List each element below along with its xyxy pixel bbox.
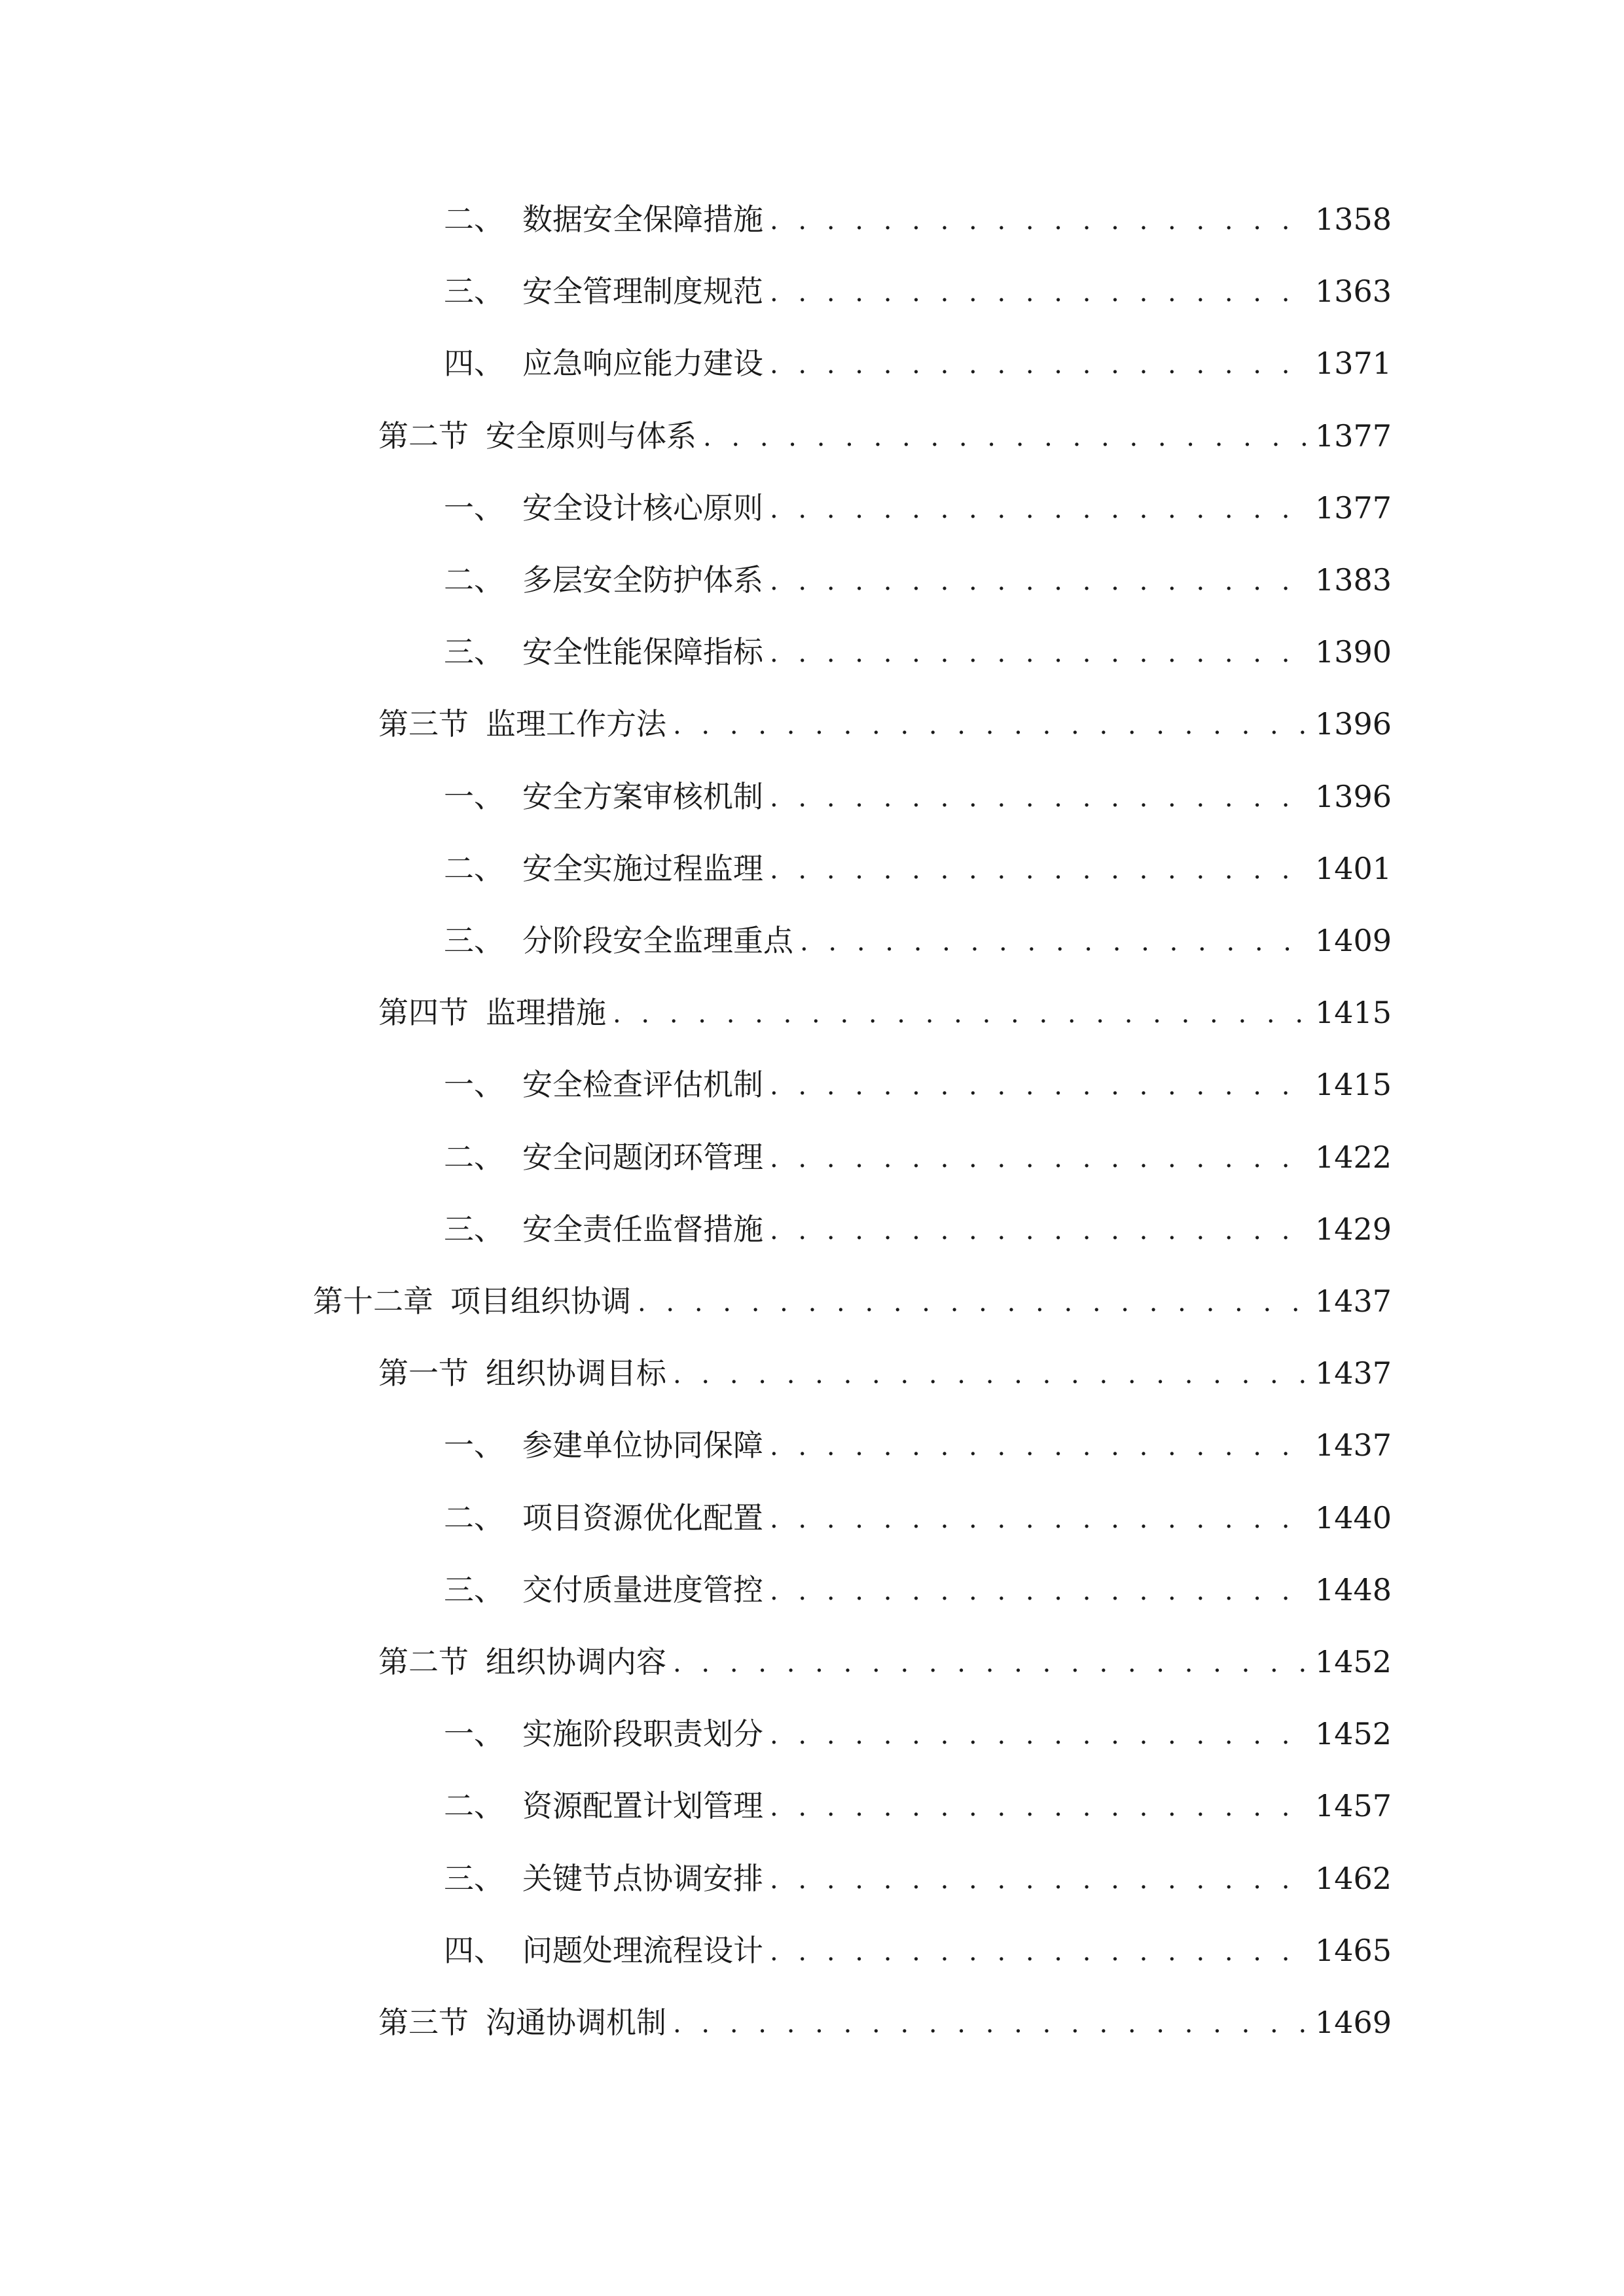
toc-entry-number: 二、 — [444, 1788, 504, 1823]
toc-subsection-entry[interactable] — [444, 485, 1392, 531]
toc-entry-number: 四、 — [444, 346, 504, 381]
toc-dot-leader — [770, 1711, 1308, 1757]
toc-subsection-entry[interactable] — [444, 196, 1392, 242]
toc-entry-title: 安全原则与体系 — [486, 418, 696, 454]
toc-dot-leader — [770, 340, 1308, 386]
toc-subsection-entry[interactable] — [444, 1928, 1392, 1973]
toc-entry-title: 数据安全保障措施 — [522, 202, 763, 237]
toc-entry-number: 一、 — [444, 1427, 504, 1463]
toc-dot-leader — [770, 1856, 1308, 1901]
toc-entry-page-number: 1377 — [1315, 490, 1392, 526]
toc-section-entry[interactable] — [378, 413, 1392, 459]
toc-entry-number: 三、 — [444, 1572, 504, 1607]
toc-subsection-entry[interactable] — [444, 1783, 1392, 1829]
toc-entry-title: 组织协调目标 — [486, 1355, 666, 1391]
toc-entry-title: 实施阶段职责划分 — [522, 1716, 763, 1751]
toc-dot-leader — [673, 701, 1308, 747]
toc-entry-page-number: 1401 — [1315, 851, 1392, 886]
toc-entry-page-number: 1452 — [1315, 1716, 1392, 1751]
toc-subsection-entry[interactable] — [444, 629, 1392, 675]
toc-chapter-entry[interactable] — [313, 1278, 1392, 1324]
toc-entry-page-number: 1429 — [1315, 1211, 1392, 1247]
toc-section-entry[interactable] — [378, 701, 1392, 747]
toc-entry-number: 四、 — [444, 1933, 504, 1968]
toc-dot-leader — [673, 1639, 1308, 1685]
toc-entry-title: 资源配置计划管理 — [522, 1788, 763, 1823]
toc-entry-title: 参建单位协同保障 — [522, 1427, 763, 1463]
toc-entry-title: 安全设计核心原则 — [522, 490, 763, 526]
toc-subsection-entry[interactable] — [444, 774, 1392, 819]
toc-dot-leader — [770, 774, 1308, 819]
toc-entry-page-number: 1415 — [1315, 995, 1392, 1030]
toc-dot-leader — [770, 1567, 1308, 1613]
toc-entry-number: 三、 — [444, 1861, 504, 1896]
toc-entry-title: 安全管理制度规范 — [522, 274, 763, 309]
toc-entry-number: 一、 — [444, 779, 504, 814]
toc-entry-number: 二、 — [444, 202, 504, 237]
toc-entry-page-number: 1465 — [1315, 1933, 1392, 1968]
toc-entry-title: 安全问题闭环管理 — [522, 1139, 763, 1175]
toc-entry-title: 关键节点协调安排 — [522, 1861, 763, 1896]
toc-dot-leader — [770, 629, 1308, 675]
toc-entry-number: 第二节 — [378, 418, 469, 454]
toc-entry-number: 一、 — [444, 490, 504, 526]
toc-entry-page-number: 1396 — [1315, 706, 1392, 742]
toc-entry-title: 项目组织协调 — [450, 1283, 631, 1319]
toc-entry-number: 二、 — [444, 851, 504, 886]
toc-entry-page-number: 1440 — [1315, 1500, 1392, 1535]
toc-section-entry[interactable] — [378, 1350, 1392, 1396]
toc-entry-title: 安全检查评估机制 — [522, 1067, 763, 1102]
toc-subsection-entry[interactable] — [444, 1567, 1392, 1613]
toc-section-entry[interactable] — [378, 2000, 1392, 2045]
toc-entry-title: 多层安全防护体系 — [522, 562, 763, 598]
toc-entry-number: 二、 — [444, 1500, 504, 1535]
toc-dot-leader — [673, 2000, 1308, 2045]
toc-dot-leader — [770, 1134, 1308, 1180]
toc-entry-page-number: 1358 — [1315, 202, 1392, 237]
toc-entry-number: 三、 — [444, 274, 504, 309]
toc-entry-title: 组织协调内容 — [486, 1644, 666, 1679]
toc-dot-leader — [770, 846, 1308, 891]
toc-entry-number: 第三节 — [378, 706, 469, 742]
toc-subsection-entry[interactable] — [444, 846, 1392, 891]
toc-subsection-entry[interactable] — [444, 1062, 1392, 1107]
toc-entry-title: 交付质量进度管控 — [522, 1572, 763, 1607]
toc-subsection-entry[interactable] — [444, 1134, 1392, 1180]
toc-entry-page-number: 1452 — [1315, 1644, 1392, 1679]
toc-entry-title: 监理工作方法 — [486, 706, 666, 742]
toc-entry-page-number: 1437 — [1315, 1355, 1392, 1391]
toc-entry-title: 分阶段安全监理重点 — [522, 923, 793, 958]
toc-entry-page-number: 1390 — [1315, 634, 1392, 670]
toc-dot-leader — [770, 1206, 1308, 1252]
toc-entry-page-number: 1383 — [1315, 562, 1392, 598]
toc-entry-page-number: 1415 — [1315, 1067, 1392, 1102]
toc-entry-number: 三、 — [444, 923, 504, 958]
toc-subsection-entry[interactable] — [444, 268, 1392, 314]
toc-dot-leader — [770, 268, 1308, 314]
toc-section-entry[interactable] — [378, 990, 1392, 1035]
toc-entry-title: 沟通协调机制 — [486, 2005, 666, 2040]
toc-entry-title: 安全实施过程监理 — [522, 851, 763, 886]
toc-entry-title: 项目资源优化配置 — [522, 1500, 763, 1535]
toc-subsection-entry[interactable] — [444, 557, 1392, 603]
toc-entry-number: 三、 — [444, 634, 504, 670]
toc-dot-leader — [613, 990, 1308, 1035]
toc-entry-page-number: 1457 — [1315, 1788, 1392, 1823]
toc-subsection-entry[interactable] — [444, 1495, 1392, 1541]
toc-subsection-entry[interactable] — [444, 1711, 1392, 1757]
toc-entry-number: 第四节 — [378, 995, 469, 1030]
toc-entry-page-number: 1462 — [1315, 1861, 1392, 1896]
toc-entry-page-number: 1396 — [1315, 779, 1392, 814]
toc-entry-page-number: 1448 — [1315, 1572, 1392, 1607]
toc-entry-number: 一、 — [444, 1716, 504, 1751]
toc-dot-leader — [770, 1928, 1308, 1973]
toc-entry-number: 二、 — [444, 562, 504, 598]
toc-subsection-entry[interactable] — [444, 918, 1392, 963]
toc-entry-page-number: 1422 — [1315, 1139, 1392, 1175]
toc-entry-number: 第一节 — [378, 1355, 469, 1391]
toc-entry-title: 安全责任监督措施 — [522, 1211, 763, 1247]
toc-entry-page-number: 1437 — [1315, 1283, 1392, 1319]
toc-entry-page-number: 1371 — [1315, 346, 1392, 381]
toc-entry-title: 安全性能保障指标 — [522, 634, 763, 670]
toc-entry-page-number: 1363 — [1315, 274, 1392, 309]
toc-dot-leader — [770, 1422, 1308, 1468]
toc-entry-page-number: 1377 — [1315, 418, 1392, 454]
toc-entry-page-number: 1469 — [1315, 2005, 1392, 2040]
toc-entry-page-number: 1409 — [1315, 923, 1392, 958]
toc-section-entry[interactable] — [378, 1639, 1392, 1685]
toc-entry-title: 监理措施 — [486, 995, 606, 1030]
toc-entry-number: 第三节 — [378, 2005, 469, 2040]
toc-dot-leader — [770, 1062, 1308, 1107]
toc-entry-title: 问题处理流程设计 — [522, 1933, 763, 1968]
toc-entry-number: 二、 — [444, 1139, 504, 1175]
toc-entry-page-number: 1437 — [1315, 1427, 1392, 1463]
toc-dot-leader — [770, 196, 1308, 242]
toc-dot-leader — [638, 1278, 1308, 1324]
toc-subsection-entry[interactable] — [444, 1856, 1392, 1901]
toc-entry-number: 一、 — [444, 1067, 504, 1102]
toc-subsection-entry[interactable] — [444, 1422, 1392, 1468]
toc-entry-number: 第十二章 — [313, 1283, 433, 1319]
toc-entry-title: 安全方案审核机制 — [522, 779, 763, 814]
toc-dot-leader — [673, 1350, 1308, 1396]
toc-entry-title: 应急响应能力建设 — [522, 346, 763, 381]
toc-dot-leader — [770, 1783, 1308, 1829]
toc-dot-leader — [770, 485, 1308, 531]
toc-subsection-entry[interactable] — [444, 340, 1392, 386]
toc-subsection-entry[interactable] — [444, 1206, 1392, 1252]
toc-dot-leader — [703, 413, 1308, 459]
toc-entry-number: 第二节 — [378, 1644, 469, 1679]
toc-dot-leader — [770, 557, 1308, 603]
toc-entry-number: 三、 — [444, 1211, 504, 1247]
toc-dot-leader — [800, 918, 1308, 963]
toc-dot-leader — [770, 1495, 1308, 1541]
